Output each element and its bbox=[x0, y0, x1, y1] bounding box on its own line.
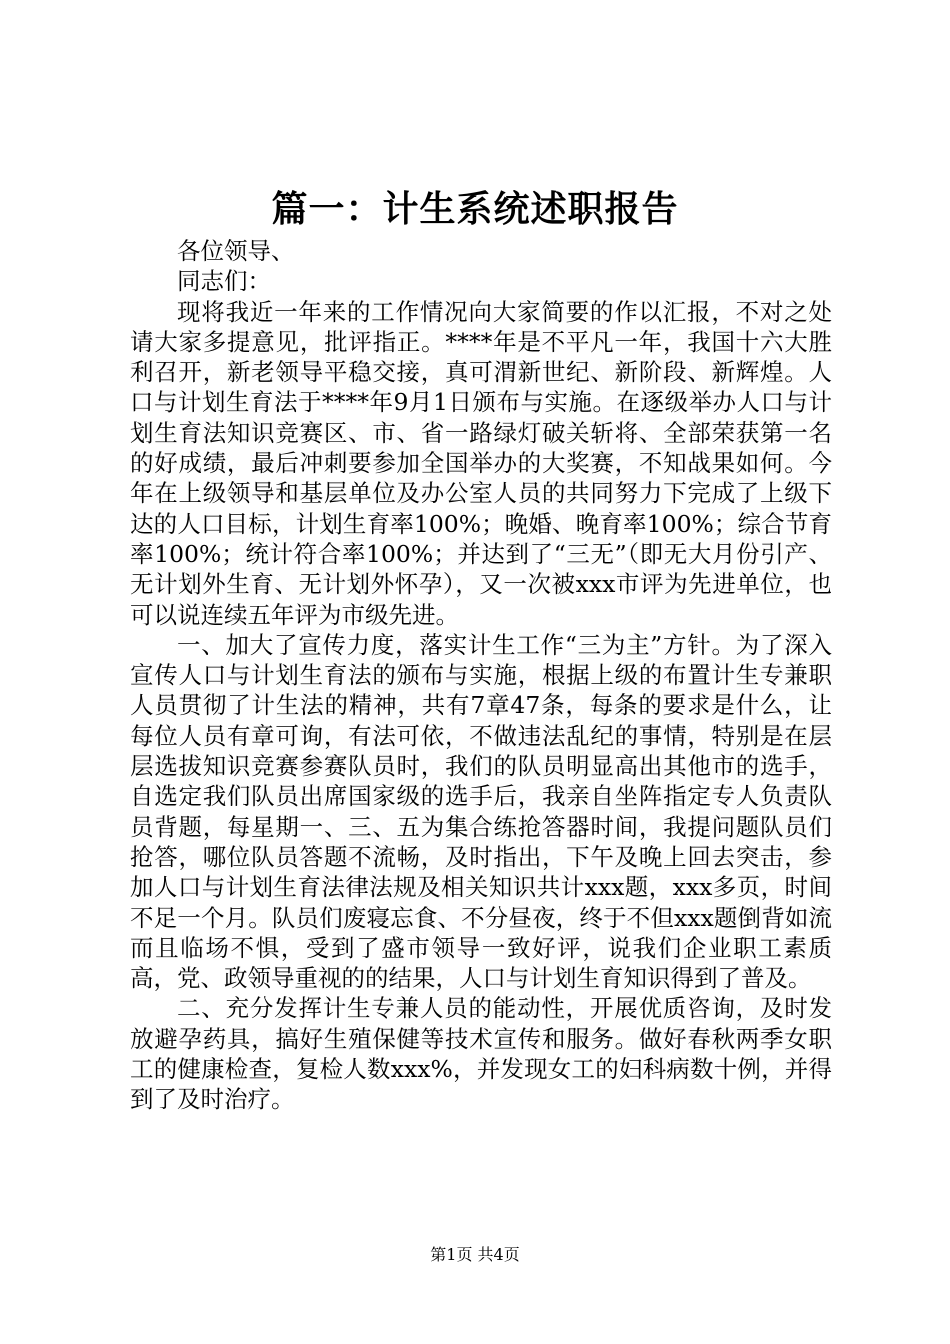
body-paragraph: 一、加大了宣传力度，落实计生工作“三为主”方针。为了深入宣传人口与计划生育法的颁布与实施，根据上级的布置计生专兼职人员贯彻了计生法的精神，共有7章47条，每条的要求是什么，让每位人员有章可询，有法可依，不做违法乱纪的事情，特别是在层层选拔知识竞赛参赛队员时，我们的队员明显高出其他市的选手，自选定我们队员出席国家级的选手后，我亲自坐阵指定专人负责队员背题，每星期一、三、五为集合练抢答器时间，我提问题队员们抢答，哪位队员答题不流畅，及时指出，下午及晚上回去突击，参加人口与计划生育法律法规及相关知识共计xxx题，xxx多页，时间不足一个月。队员们废寝忘食、不分昼夜，终于不但xxx题倒背如流而且临场不惧，受到了盛市领导一致好评，说我们企业职工素质高，党、政领导重视的的结果，人口与计划生育知识得到了普及。 bbox=[130, 630, 832, 993]
greeting-line: 同志们： bbox=[177, 267, 271, 296]
body-paragraph: 二、充分发挥计生专兼人员的能动性，开展优质咨询，及时发放避孕药具，搞好生殖保健等技术宣传和服务。做好春秋两季女职工的健康检查，复检人数xxx%，并发现女工的妇科病数十例，并得到了及时治疗。 bbox=[130, 994, 832, 1114]
document-body bbox=[130, 236, 832, 1115]
page-footer: 第1页 共4页 bbox=[430, 1245, 520, 1264]
body-paragraph: 现将我近一年来的工作情况向大家简要的作以汇报，不对之处请大家多提意见，批评指正。****年是不平凡一年，我国十六大胜利召开，新老领导平稳交接，真可渭新世纪、新阶段、新辉煌。人口与计划生育法于****年9月1日颁布与实施。在逐级举办人口与计划生育法知识竞赛区、市、省一路绿灯破关斩将、全部荣获第一名的好成绩，最后冲刺要参加全国举办的大奖赛，不知战果如何。今年在上级领导和基层单位及办公室人员的共同努力下完成了上级下达的人口目标，计划生育率100%；晚婚、晚育率100%；综合节育率100%；统计符合率100%；并达到了“三无”（即无大月份引产、无计划外生育、无计划外怀孕），又一次被xxx市评为先进单位，也可以说连续五年评为市级先进。 bbox=[130, 297, 832, 629]
document-title: 篇一：计生系统述职报告 bbox=[271, 188, 679, 230]
greeting-line: 各位领导、 bbox=[177, 237, 295, 265]
